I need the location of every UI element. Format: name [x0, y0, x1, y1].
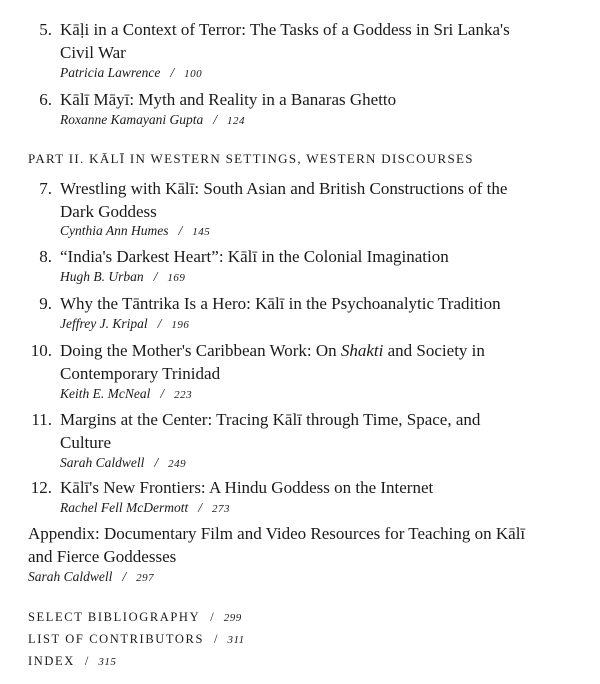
separator: / — [154, 455, 159, 470]
chapter-number: 8. — [39, 247, 52, 266]
chapter-byline — [60, 454, 186, 473]
chapter-title: Kālī Māyī: Myth and Reality in a Banaras Ghetto — [60, 90, 397, 109]
chapter-number: 7. — [39, 179, 52, 198]
chapter-byline — [60, 222, 210, 241]
appendix-title: Appendix: Documentary Film and Video Resources for Teaching on Kālī and Fierce Goddesses — [28, 524, 526, 566]
chapter-byline — [60, 315, 189, 334]
chapter-author: Keith E. McNeal — [60, 386, 151, 401]
separator: / — [122, 569, 127, 584]
chapter-author: Hugh B. Urban — [60, 269, 144, 284]
chapter-page-number: 100 — [184, 68, 203, 80]
chapter-author: Patricia Lawrence — [60, 65, 161, 80]
chapter-byline — [60, 385, 192, 404]
appendix-author: Sarah Caldwell — [28, 569, 113, 584]
chapter-author: Sarah Caldwell — [60, 455, 145, 470]
separator: / — [153, 269, 158, 284]
chapter-byline — [60, 111, 245, 130]
separator: / — [214, 632, 218, 646]
chapter-title: Kālī's New Frontiers: A Hindu Goddess on the Internet — [60, 478, 434, 497]
separator: / — [160, 386, 165, 401]
chapter-page-number: 223 — [174, 389, 193, 401]
chapter-number: 9. — [39, 294, 52, 313]
separator: / — [213, 112, 217, 127]
chapter-title — [60, 339, 590, 385]
toc-entry-index — [28, 652, 116, 671]
chapter-title: Why the Tāntrika Is a Hero: Kālī in the Psychoanalytic Tradition — [60, 294, 501, 313]
chapter-page-number: 196 — [171, 319, 190, 331]
chapter-title: Wrestling with Kālī: South Asian and British Constructions of the Dark Goddess — [60, 179, 508, 221]
chapter-title: Kāḷi in a Context of Terror: The Tasks of a Goddess in Sri Lanka's Civil War — [60, 20, 510, 62]
chapter-page-number: 145 — [192, 226, 211, 238]
chapter-number: 5. — [39, 20, 52, 39]
chapter-page-number: 169 — [167, 272, 186, 284]
backmatter-label: INDEX — [28, 654, 75, 668]
chapter-author: Roxanne Kamayani Gupta — [60, 112, 204, 127]
chapter-number: 6. — [39, 90, 52, 109]
chapter-author: Rachel Fell McDermott — [60, 500, 189, 515]
chapter-page-number: 249 — [168, 458, 187, 470]
separator: / — [84, 654, 89, 668]
chapter-title-part: Doing the Mother's Caribbean Work: On Shakti and Society in Contemporary Trinidad — [60, 341, 485, 383]
separator: / — [178, 223, 183, 238]
chapter-author: Jeffrey J. Kripal — [60, 316, 148, 331]
italic-term: Shakti — [340, 341, 384, 360]
backmatter-page-number: 311 — [227, 634, 245, 646]
chapter-number: 10. — [30, 341, 52, 360]
backmatter-label: LIST OF CONTRIBUTORS — [28, 632, 205, 646]
chapter-number: 12. — [30, 478, 52, 497]
chapter-byline — [60, 64, 202, 83]
appendix-page-number: 297 — [136, 572, 155, 584]
chapter-author: Cynthia Ann Humes — [60, 223, 169, 238]
backmatter-page-number: 299 — [223, 612, 242, 624]
chapter-page-number: 124 — [227, 115, 245, 127]
chapter-byline — [60, 499, 230, 518]
separator: / — [198, 500, 202, 515]
backmatter-page-number: 315 — [98, 656, 117, 668]
appendix-byline — [28, 568, 154, 587]
chapter-title: “India's Darkest Heart”: Kālī in the Colonial Imagination — [60, 247, 449, 266]
toc-entry-contributors — [28, 630, 245, 649]
chapter-title: Margins at the Center: Tracing Kālī through Time, Space, and Culture — [60, 410, 481, 452]
separator: / — [210, 610, 214, 624]
part-heading: PART II. KĀLĪ IN WESTERN SETTINGS, WESTERN DISCOURSES — [28, 151, 474, 166]
backmatter-label: SELECT BIBLIOGRAPHY — [28, 610, 201, 624]
toc-entry-bibliography — [28, 608, 242, 627]
separator: / — [157, 316, 162, 331]
chapter-number: 11. — [31, 410, 52, 429]
chapter-page-number: 273 — [211, 503, 230, 515]
separator: / — [170, 65, 175, 80]
chapter-byline — [60, 268, 185, 287]
